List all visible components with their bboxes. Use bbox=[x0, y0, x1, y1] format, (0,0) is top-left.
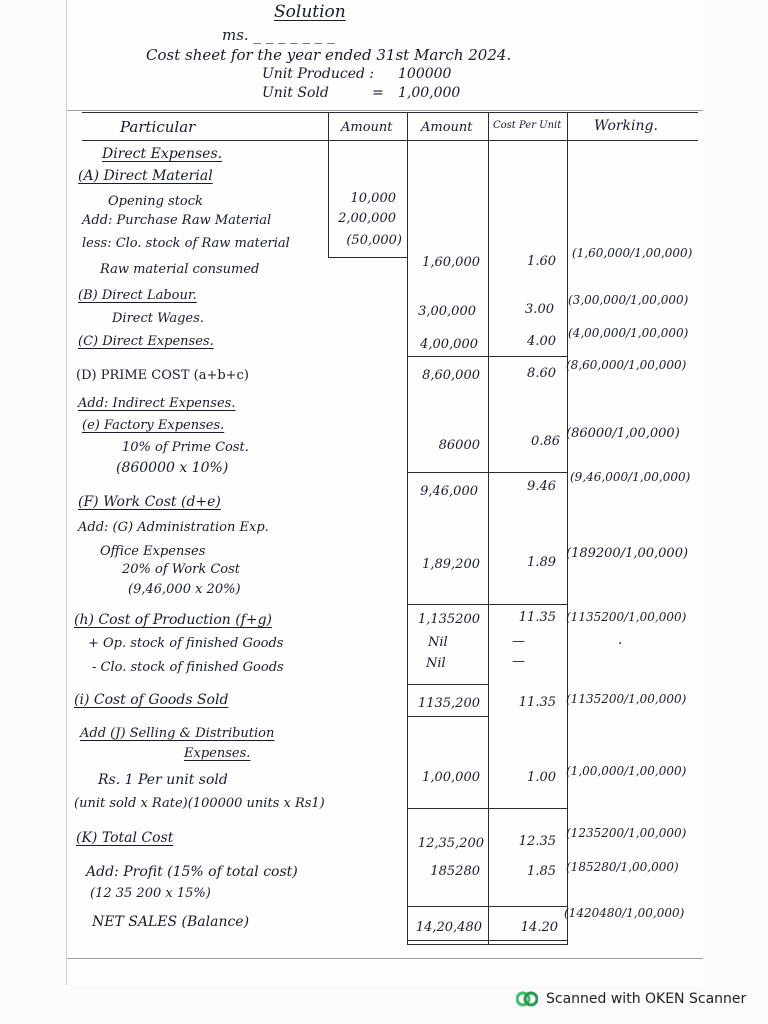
direct-expenses-c-working: (4,00,000/1,00,000) bbox=[568, 326, 689, 340]
op-stock-cpu: — bbox=[512, 634, 525, 649]
selling-dist-cpu: 1.00 bbox=[527, 770, 556, 785]
closing-stock-label: less: Clo. stock of Raw material bbox=[82, 236, 290, 251]
net-sales-rule-bottom-2 bbox=[408, 944, 568, 945]
closing-stock-amount: (50,000) bbox=[346, 233, 402, 248]
unit-produced-label: Unit Produced : bbox=[262, 66, 375, 82]
total-cost-working: (1235200/1,00,000) bbox=[566, 826, 687, 840]
unit-produced-value: 100000 bbox=[398, 66, 452, 82]
table-header-border bbox=[82, 140, 698, 141]
indirect-expenses-heading: Add: Indirect Expenses. bbox=[78, 396, 236, 411]
admin-exp-cpu: 1.89 bbox=[527, 555, 556, 570]
factory-expenses-sub1: 10% of Prime Cost. bbox=[122, 440, 249, 455]
admin-exp-sub1: Office Expenses bbox=[100, 544, 206, 559]
opening-stock-label: Opening stock bbox=[108, 194, 203, 209]
total-cost-cpu: 12.35 bbox=[518, 834, 556, 849]
rm-consumed-label: Raw material consumed bbox=[100, 262, 260, 277]
unit-sold-eq: = bbox=[372, 85, 384, 101]
selling-dist-label-2: Expenses. bbox=[184, 746, 251, 761]
cost-production-label: (h) Cost of Production (f+g) bbox=[74, 612, 273, 628]
cost-production-rule bbox=[408, 604, 568, 605]
cogs-rule-top bbox=[408, 684, 488, 685]
unit-sold-label: Unit Sold bbox=[262, 85, 329, 101]
scanner-text: Scanned with OKEN Scanner bbox=[546, 991, 747, 1007]
cogs-rule-bottom bbox=[408, 716, 488, 717]
total-cost-rule bbox=[408, 808, 568, 809]
direct-material-label: (A) Direct Material bbox=[78, 168, 213, 184]
cogs-text: (i) Cost of Goods Sold bbox=[74, 692, 229, 708]
prime-cost-cpu: 8.60 bbox=[527, 366, 556, 381]
purchase-amount: 2,00,000 bbox=[338, 211, 396, 226]
ms-line: ms. _ _ _ _ _ _ _ bbox=[222, 26, 335, 44]
cogs-label bbox=[74, 692, 228, 708]
work-cost-cpu: 9.46 bbox=[527, 479, 556, 494]
total-cost-label bbox=[76, 830, 173, 846]
selling-dist-label: Add (J) Selling & Distribution bbox=[80, 726, 275, 741]
work-cost-text: (F) Work Cost (d+e) bbox=[78, 494, 221, 510]
direct-expenses-c-label: (C) Direct Expenses. bbox=[78, 334, 214, 349]
factory-expenses-amount: 86000 bbox=[438, 438, 480, 453]
admin-exp-working: (189200/1,00,000) bbox=[566, 546, 689, 561]
work-cost-working: (9,46,000/1,00,000) bbox=[570, 470, 691, 484]
direct-expenses-c-amount: 4,00,000 bbox=[420, 337, 478, 352]
cost-production-cpu: 11.35 bbox=[518, 610, 556, 625]
profit-working: (185280/1,00,000) bbox=[566, 860, 679, 874]
selling-dist-working: (1,00,000/1,00,000) bbox=[566, 764, 687, 778]
profit-amount: 185280 bbox=[430, 864, 480, 879]
col-header-amount-1: Amount bbox=[341, 120, 393, 135]
col-divider-4 bbox=[567, 112, 568, 945]
net-sales-rule-top bbox=[408, 906, 568, 907]
op-stock-label: + Op. stock of finished Goods bbox=[88, 636, 284, 651]
direct-labour-text: (B) Direct Labour. bbox=[78, 288, 197, 303]
clo-stock-cpu: — bbox=[512, 654, 525, 669]
admin-exp-sub2: 20% of Work Cost bbox=[122, 562, 240, 577]
profit-cpu: 1.85 bbox=[527, 864, 556, 879]
prime-cost-amount: 8,60,000 bbox=[422, 368, 480, 383]
direct-wages-label: Direct Wages. bbox=[112, 311, 204, 326]
net-sales-working: (1420480/1,00,000) bbox=[564, 906, 685, 920]
rm-consumed-amount: 1,60,000 bbox=[422, 255, 480, 270]
op-stock-working: . bbox=[618, 632, 623, 648]
work-cost-label bbox=[78, 494, 221, 510]
selling-dist-sub2: (unit sold x Rate)(100000 units x Rs1) bbox=[74, 796, 325, 811]
purchase-label: Add: Purchase Raw Material bbox=[82, 213, 272, 228]
net-sales-rule-bottom-1 bbox=[408, 940, 568, 941]
cost-production-amount: 1,135200 bbox=[417, 612, 480, 627]
oken-scanner-logo-icon bbox=[516, 990, 538, 1008]
opening-stock-amount: 10,000 bbox=[350, 191, 396, 206]
col-header-working: Working. bbox=[594, 118, 658, 134]
col-divider-1 bbox=[328, 112, 329, 258]
selling-dist-amount: 1,00,000 bbox=[422, 770, 480, 785]
admin-exp-amount: 1,89,200 bbox=[422, 557, 480, 572]
direct-wages-working: (3,00,000/1,00,000) bbox=[568, 293, 689, 307]
cost-sheet-title: Cost sheet for the year ended 31st March 2024. bbox=[146, 46, 512, 64]
admin-exp-label: Add: (G) Administration Exp. bbox=[78, 520, 269, 535]
factory-expenses-working: (86000/1,00,000) bbox=[566, 426, 680, 441]
rm-consumed-working: (1,60,000/1,00,000) bbox=[572, 246, 693, 260]
direct-wages-cpu: 3.00 bbox=[525, 302, 554, 317]
net-sales-label: NET SALES (Balance) bbox=[92, 914, 250, 930]
table-top-border bbox=[82, 112, 698, 113]
rm-consumed-cpu: 1.60 bbox=[527, 254, 556, 269]
direct-wages-amount: 3,00,000 bbox=[418, 304, 476, 319]
net-sales-amount: 14,20,480 bbox=[415, 920, 482, 935]
cost-production-working: (1135200/1,00,000) bbox=[566, 610, 687, 624]
direct-expenses-heading: Direct Expenses. bbox=[102, 146, 223, 162]
total-cost-amount: 12,35,200 bbox=[417, 836, 484, 851]
col-divider-3 bbox=[488, 112, 489, 945]
cogs-amount: 1135,200 bbox=[417, 696, 480, 711]
factory-expenses-cpu: 0.86 bbox=[531, 434, 560, 449]
net-sales-cpu: 14.20 bbox=[520, 920, 558, 935]
clo-stock-amount: Nil bbox=[426, 656, 446, 671]
unit-sold-value: 1,00,000 bbox=[398, 85, 461, 101]
work-cost-amount: 9,46,000 bbox=[420, 484, 478, 499]
page-title: Solution bbox=[274, 2, 346, 22]
admin-exp-sub3: (9,46,000 x 20%) bbox=[128, 582, 241, 597]
clo-stock-label: - Clo. stock of finished Goods bbox=[92, 660, 284, 675]
col-header-amount-2: Amount bbox=[421, 120, 473, 135]
factory-expenses-sub2: (860000 x 10%) bbox=[116, 460, 229, 476]
prime-cost-rule bbox=[408, 356, 568, 357]
direct-labour-label bbox=[78, 288, 197, 303]
cogs-cpu: 11.35 bbox=[518, 695, 556, 710]
op-stock-amount: Nil bbox=[428, 635, 448, 650]
direct-expenses-c-cpu: 4.00 bbox=[527, 334, 556, 349]
col-header-particulars: Particular bbox=[120, 118, 196, 136]
profit-sub: (12 35 200 x 15%) bbox=[90, 886, 211, 901]
work-cost-rule bbox=[408, 472, 568, 473]
selling-dist-sub1: Rs. 1 Per unit sold bbox=[98, 772, 228, 788]
col-divider-2 bbox=[407, 112, 408, 945]
profit-label: Add: Profit (15% of total cost) bbox=[86, 864, 298, 880]
cogs-working: (1135200/1,00,000) bbox=[566, 692, 687, 706]
prime-cost-label: (D) PRIME COST (a+b+c) bbox=[76, 368, 249, 383]
total-cost-text: (K) Total Cost bbox=[76, 830, 174, 846]
amount1-close-line bbox=[328, 257, 408, 258]
col-header-cost-per-unit: Cost Per Unit bbox=[493, 120, 562, 131]
factory-expenses-label: (e) Factory Expenses. bbox=[82, 418, 225, 433]
scanner-watermark bbox=[516, 990, 746, 1008]
prime-cost-working: (8,60,000/1,00,000) bbox=[566, 358, 687, 372]
